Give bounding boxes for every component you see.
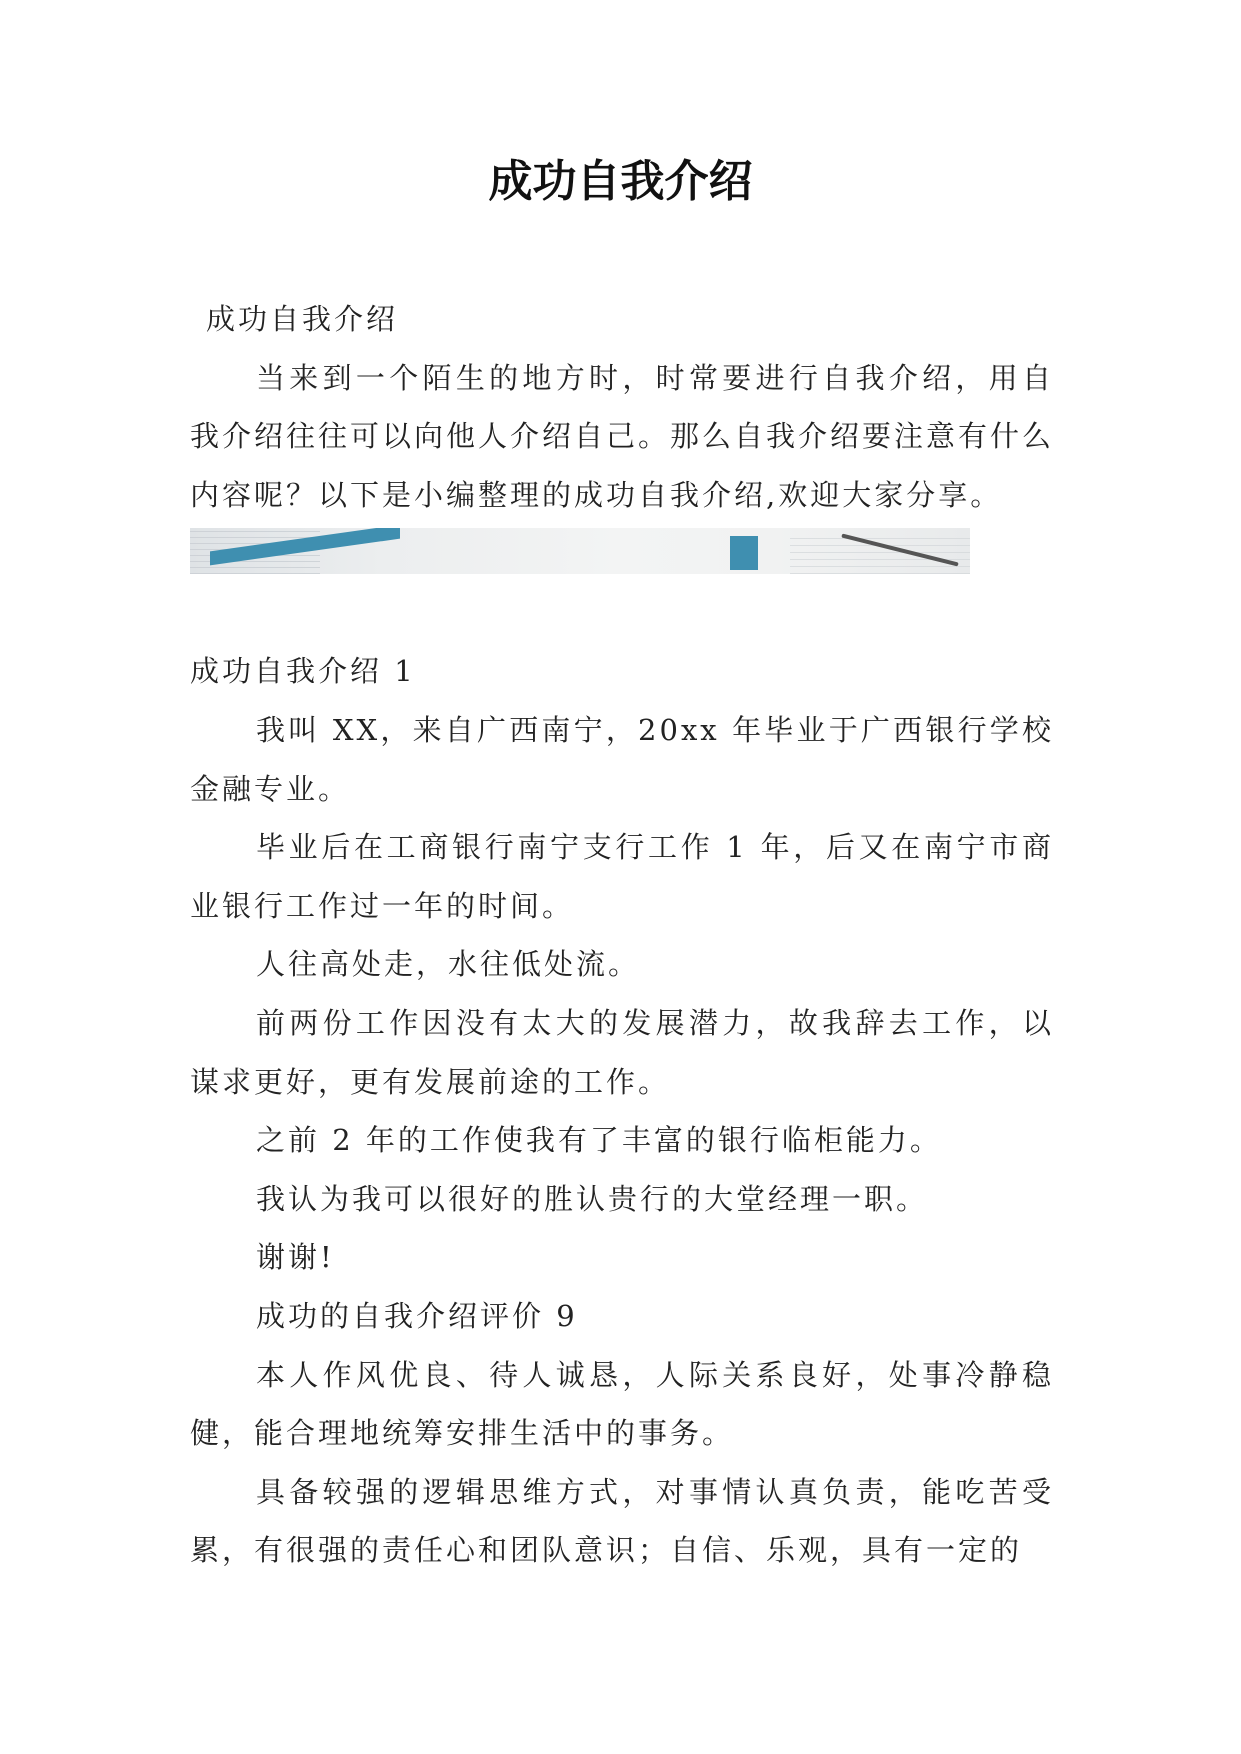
document-title: 成功自我介绍 <box>488 156 753 207</box>
body-paragraph: 谢谢! <box>256 1240 335 1275</box>
body-paragraph: 之前 2 年的工作使我有了丰富的银行临柜能力。 <box>256 1123 942 1158</box>
document-body <box>190 290 1054 1580</box>
decorative-banner-image <box>190 528 970 574</box>
body-paragraph: 本人作风优良、待人诚恳，人际关系良好，处事冷静稳健，能合理地统筹安排生活中的事务。 <box>190 1357 1054 1451</box>
body-paragraph: 成功的自我介绍评价 9 <box>256 1298 578 1333</box>
body-paragraph: 前两份工作因没有太大的发展潜力，故我辞去工作，以谋求更好，更有发展前途的工作。 <box>190 1005 1054 1099</box>
banner-chart-lines <box>790 534 970 574</box>
body-paragraph: 我认为我可以很好的胜认贵行的大堂经理一职。 <box>256 1181 929 1216</box>
body-paragraph: 毕业后在工商银行南宁支行工作 1 年，后又在南宁市商业银行工作过一年的时间。 <box>190 830 1054 923</box>
body-paragraph: 具备较强的逻辑思维方式，对事情认真负责，能吃苦受累，有很强的责任心和团队意识；自信、乐观，具有一定的 <box>190 1474 1054 1568</box>
banner-blue-tab <box>730 536 758 570</box>
body-paragraph: 人往高处走，水往低处流。 <box>256 947 641 982</box>
document-subtitle: 成功自我介绍 <box>206 302 399 336</box>
body-paragraph: 我叫 XX，来自广西南宁，20xx 年毕业于广西银行学校金融专业。 <box>190 712 1054 806</box>
section-heading: 成功自我介绍 1 <box>190 654 416 689</box>
intro-paragraph: 当来到一个陌生的地方时，时常要进行自我介绍，用自我介绍往往可以向他人介绍自己。那么自我介绍要注意有什么内容呢？以下是小编整理的成功自我介绍,欢迎大家分享。 <box>190 360 1055 512</box>
